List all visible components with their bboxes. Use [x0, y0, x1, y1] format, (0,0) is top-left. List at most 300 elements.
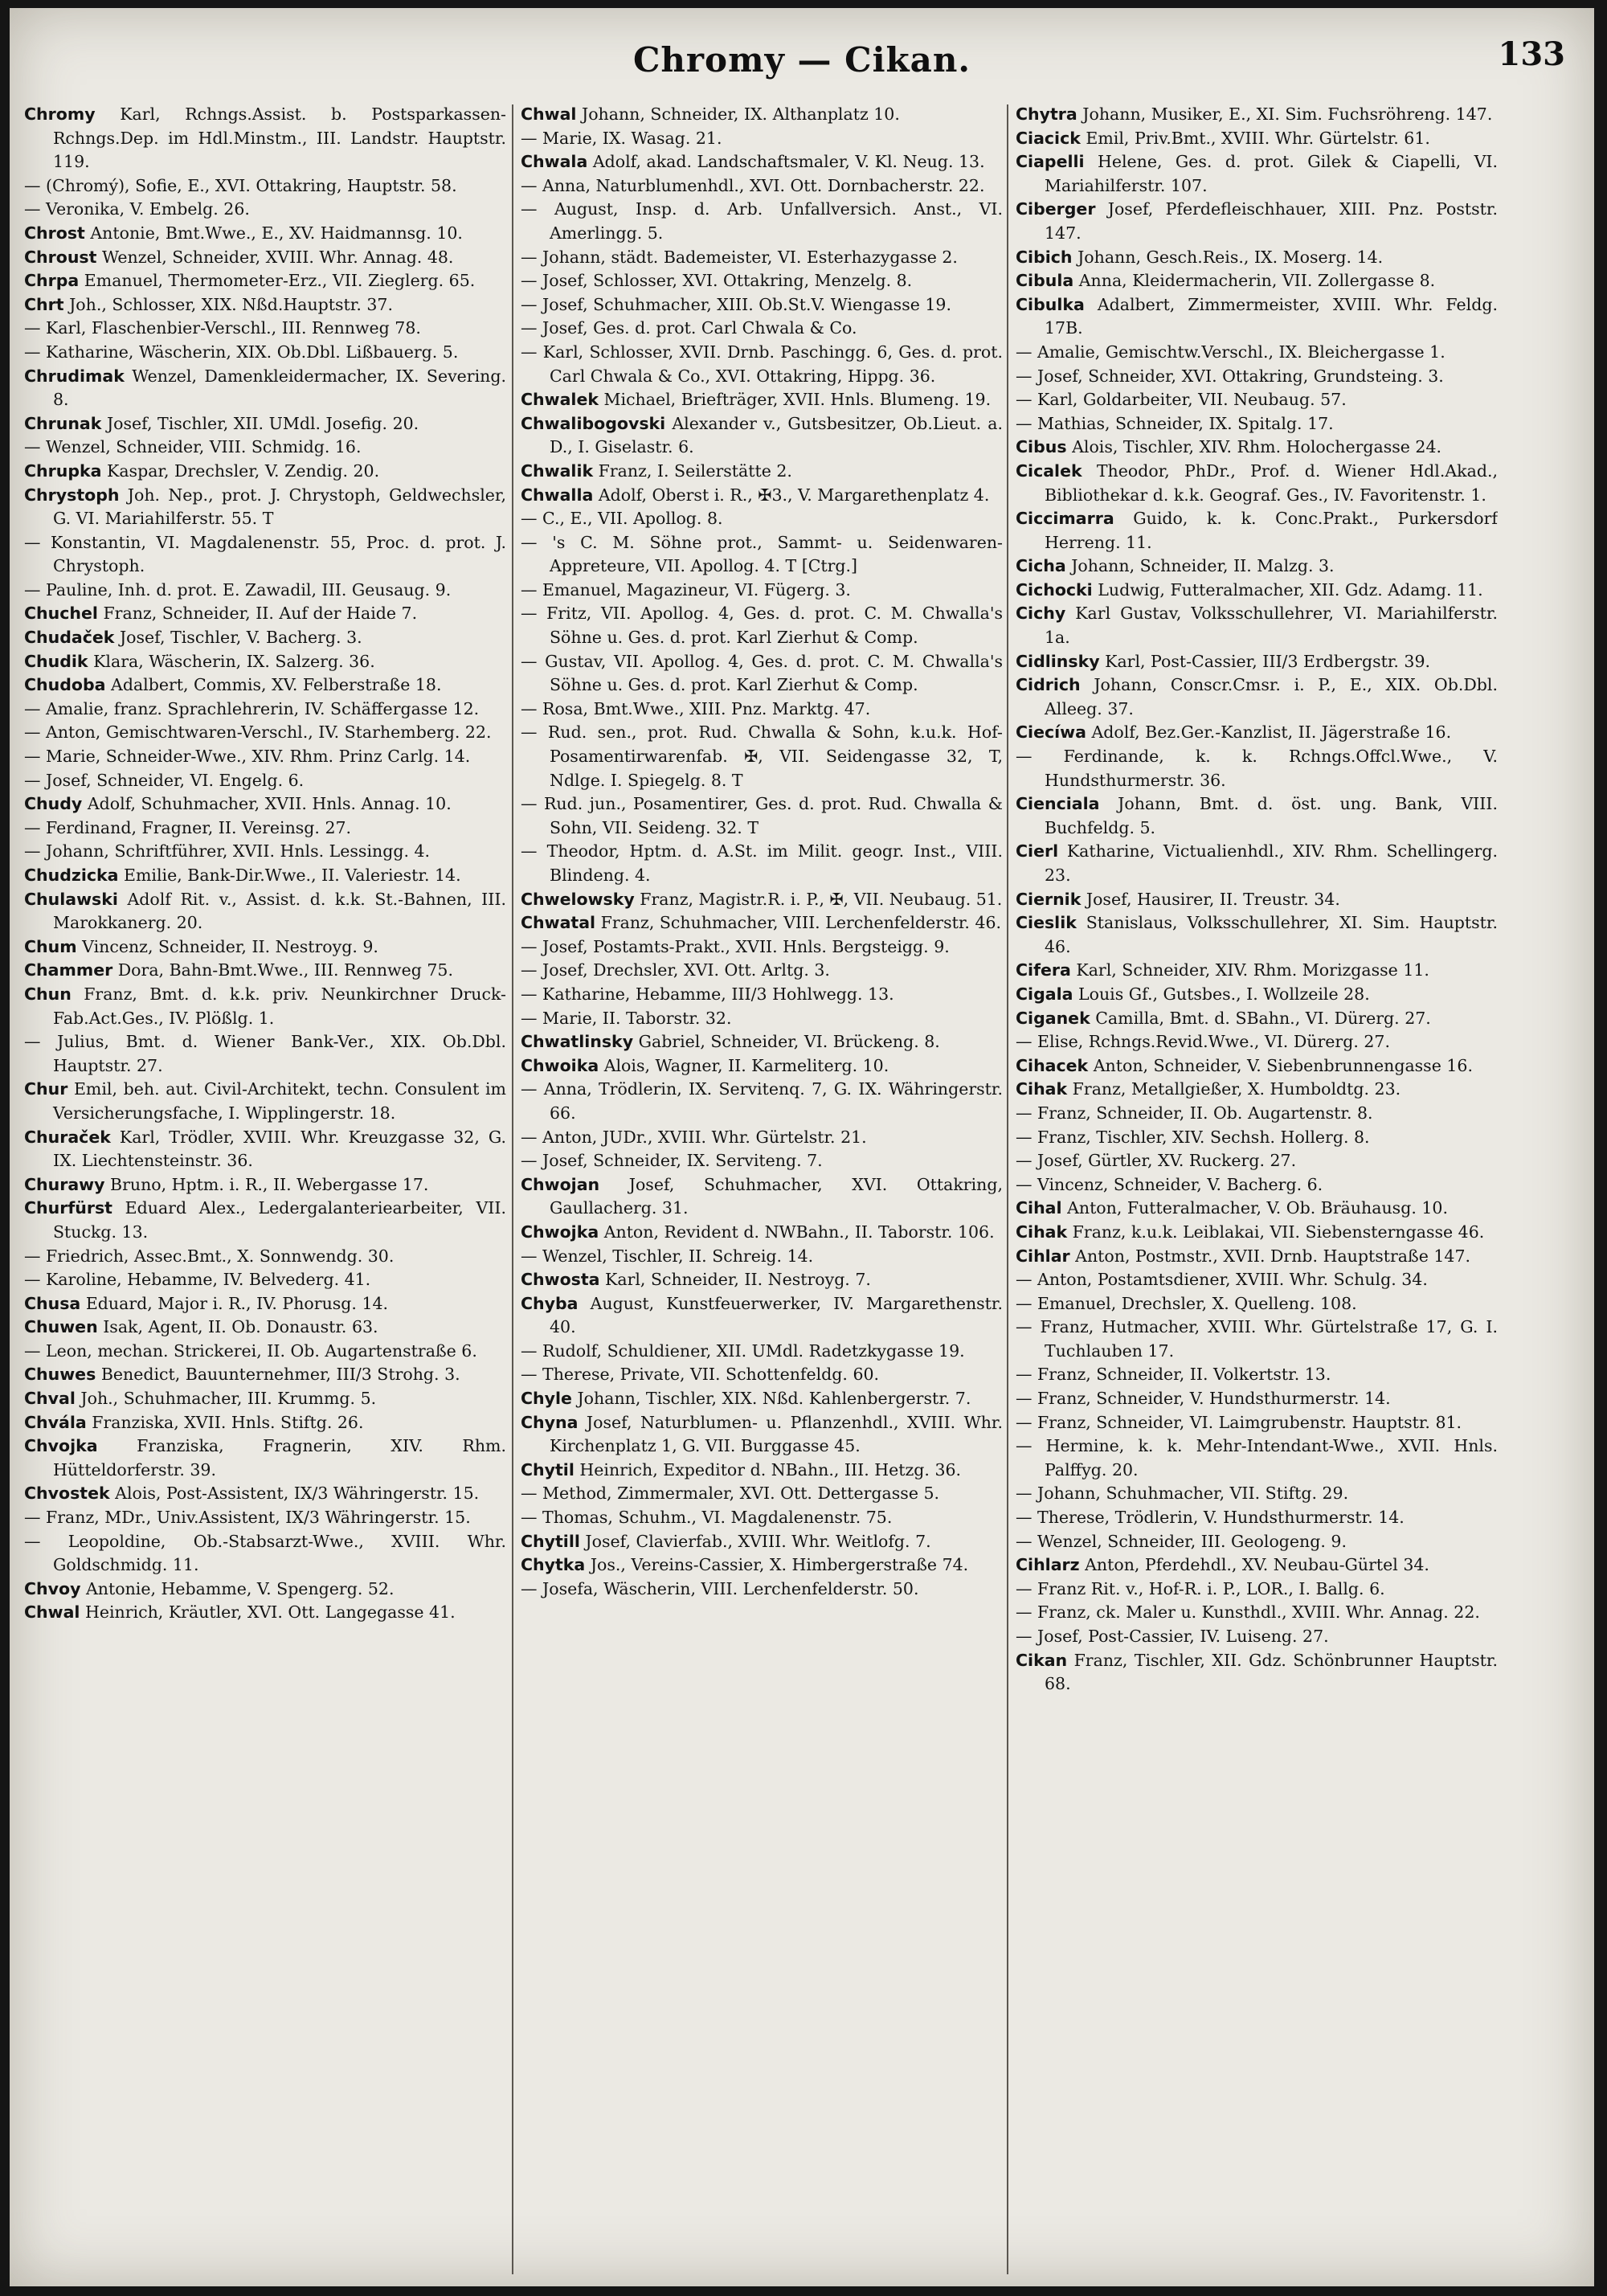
entry-details: — Josef, Postamts-Prakt., XVII. Hnls. Bergsteigg. 9. [521, 936, 950, 956]
entry-details: Johann, Gesch.Reis., IX. Moserg. 14. [1077, 247, 1384, 267]
entry-details: — Wenzel, Schneider, VIII. Schmidg. 16. [24, 437, 362, 457]
directory-entry [521, 412, 1003, 460]
entry-details: — Thomas, Schuhm., VI. Magdalenenstr. 75. [521, 1508, 893, 1528]
entry-details: Karl, Schneider, II. Nestroyg. 7. [605, 1270, 871, 1290]
entry-surname: Cichocki [1016, 579, 1093, 600]
directory-entry [1016, 1030, 1498, 1054]
entry-details: Antonie, Bmt.Wwe., E., XV. Haidmannsg. 10. [90, 223, 463, 243]
entry-surname: Ciccimarra [1016, 509, 1114, 529]
entry-details: — Josef, Schuhmacher, XIII. Ob.St.V. Wiengasse 19. [521, 294, 951, 314]
directory-entry [24, 983, 506, 1030]
entry-details: Franz, Metallgießer, X. Humboldtg. 23. [1072, 1079, 1401, 1099]
entry-details: — Karl, Flaschenbier-Verschl., III. Rennweg 78. [24, 318, 421, 338]
entry-surname: Chromy [24, 104, 96, 124]
entry-surname: Chudy [24, 794, 83, 814]
directory-entry [521, 1506, 1003, 1530]
directory-entry [1016, 602, 1498, 649]
running-head: Chromy — Cikan. [632, 40, 971, 80]
directory-entry [1016, 1316, 1498, 1363]
entry-details: Joh., Schlosser, XIX. Nßd.Hauptstr. 37. [69, 294, 393, 314]
entry-details: — Friedrich, Assec.Bmt., X. Sonnwendg. 30. [24, 1246, 395, 1266]
entry-details: Adalbert, Commis, XV. Felberstraße 18. [111, 675, 442, 695]
directory-entry [24, 484, 506, 531]
directory-entry [24, 721, 506, 745]
entry-surname: Cibich [1016, 247, 1073, 267]
directory-entry [521, 840, 1003, 887]
entry-surname: Chrystoph [24, 485, 120, 505]
entry-details: — Konstantin, VI. Magdalenenstr. 55, Proc. d. prot. J. Chrystoph. [24, 532, 506, 576]
entry-details: Josef, Naturblumen- u. Pflanzenhdl., XVIII. Whr. Kirchenplatz 1, G. VII. Burggasse 45. [550, 1412, 1003, 1456]
entry-details: Karl, Trödler, XVIII. Whr. Kreuzgasse 32, G. IX. Liechtensteinstr. 36. [53, 1127, 506, 1171]
directory-entry [1016, 745, 1498, 792]
entry-surname: Chudaček [24, 628, 115, 648]
entry-details: — Rosa, Bmt.Wwe., XIII. Pnz. Marktg. 47. [521, 698, 871, 718]
entry-details: — Johann, Schriftführer, XVII. Hnls. Lessingg. 4. [24, 841, 431, 862]
directory-entry [521, 983, 1003, 1007]
entry-details: — Josef, Post-Cassier, IV. Luiseng. 27. [1016, 1627, 1329, 1646]
directory-entry [1016, 103, 1498, 127]
entry-details: — Veronika, V. Embelg. 26. [24, 199, 250, 219]
directory-entry [24, 198, 506, 222]
entry-surname: Chyna [521, 1412, 579, 1432]
entry-details: — Karl, Schlosser, XVII. Drnb. Paschingg. 6, Ges. d. prot. Carl Chwala & Co., XVI. Ottakring, Hippg. 36. [521, 342, 1003, 386]
entry-details: Franz, Schuhmacher, VIII. Lerchenfelderstr. 46. [600, 913, 1002, 933]
entry-details: Adolf, Bez.Ger.-Kanzlist, II. Jägerstraße 16. [1091, 722, 1452, 743]
directory-entry [521, 1530, 1003, 1554]
directory-column-2 [521, 103, 1003, 2273]
entry-details: — Julius, Bmt. d. Wiener Bank-Ver., XIX. Ob.Dbl. Hauptstr. 27. [24, 1032, 506, 1075]
entry-details: Guido, k. k. Conc.Prakt., Purkersdorf Herreng. 11. [1045, 509, 1498, 552]
entry-details: Wenzel, Damenkleidermacher, IX. Severing. 8. [53, 366, 506, 410]
entry-surname: Cibulka [1016, 294, 1085, 314]
entry-details: Karl Gustav, Volksschullehrer, VI. Mariahilferstr. 1a. [1045, 604, 1498, 648]
entry-details: Alexander v., Gutsbesitzer, Ob.Lieut. a. D., I. Giselastr. 6. [550, 413, 1003, 457]
entry-details: Karl, Schneider, XIV. Rhm. Morizgasse 11. [1076, 960, 1429, 980]
entry-details: — Anton, JUDr., XVIII. Whr. Gürtelstr. 21. [521, 1127, 867, 1147]
directory-entry [24, 1292, 506, 1316]
entry-details: — Emanuel, Magazineur, VI. Fügerg. 3. [521, 579, 851, 600]
entry-details: Franz, k.u.k. Leiblakai, VII. Siebensterngasse 46. [1072, 1222, 1485, 1242]
entry-details: August, Kunstfeuerwerker, IV. Margarethenstr. 40. [550, 1293, 1003, 1337]
entry-surname: Ciapelli [1016, 152, 1085, 172]
entry-surname: Ciernik [1016, 889, 1082, 909]
entry-surname: Cidlinsky [1016, 651, 1100, 671]
directory-page [10, 8, 1594, 2286]
directory-entry [24, 1506, 506, 1530]
entry-details: Johann, Schneider, II. Malzg. 3. [1071, 556, 1335, 576]
entry-surname: Churfürst [24, 1198, 112, 1218]
directory-entry [1016, 888, 1498, 912]
directory-entry [24, 1387, 506, 1411]
entry-details: Alois, Tischler, XIV. Rhm. Holochergasse 24. [1072, 437, 1442, 457]
directory-entry [521, 650, 1003, 698]
entry-details: Bruno, Hptm. i. R., II. Webergasse 17. [110, 1174, 429, 1194]
entry-details: Franz, I. Seilerstätte 2. [598, 460, 792, 481]
directory-entry [521, 1578, 1003, 1602]
directory-entry [24, 888, 506, 935]
directory-entry [24, 602, 506, 626]
directory-entry [1016, 365, 1498, 389]
directory-entry [521, 888, 1003, 912]
directory-entry [1016, 150, 1498, 198]
directory-entry [1016, 1482, 1498, 1506]
entry-details: — Ferdinand, Fragner, II. Vereinsg. 27. [24, 817, 352, 837]
entry-details: Klara, Wäscherin, IX. Salzerg. 36. [93, 651, 375, 671]
directory-entry [24, 341, 506, 365]
entry-surname: Ciganek [1016, 1008, 1090, 1028]
entry-surname: Chuchel [24, 604, 98, 624]
entry-surname: Chrost [24, 223, 85, 243]
entry-surname: Chvojka [24, 1436, 98, 1456]
directory-entry [521, 1553, 1003, 1578]
entry-surname: Chwalik [521, 460, 594, 481]
entry-surname: Chytil [521, 1459, 575, 1480]
entry-surname: Chytra [1016, 104, 1077, 124]
directory-entry [24, 769, 506, 793]
directory-entry [1016, 341, 1498, 365]
directory-entry [521, 127, 1003, 151]
directory-entry [521, 1387, 1003, 1411]
entry-details: — Rud. sen., prot. Rud. Chwalla & Sohn, k.u.k. Hof-Posamentirwarenfab. ✠, VII. Seidengasse 32, T, Ndlge. I. Spiegelg. 8. T [521, 722, 1003, 790]
entry-details: — Amalie, franz. Sprachlehrerin, IV. Schäffergasse 12. [24, 698, 480, 718]
directory-entry [521, 103, 1003, 127]
entry-surname: Chrunak [24, 413, 102, 433]
directory-entry [521, 1292, 1003, 1340]
directory-entry [24, 1126, 506, 1173]
directory-entry [1016, 460, 1498, 507]
directory-entry [521, 1030, 1003, 1054]
entry-surname: Chwalibogovski [521, 413, 666, 433]
directory-entry [1016, 1578, 1498, 1602]
entry-details: Johann, Musiker, E., XI. Sim. Fuchsröhreng. 147. [1082, 104, 1493, 124]
entry-details: Joh., Schuhmacher, III. Krummg. 5. [80, 1389, 377, 1409]
directory-entry [521, 935, 1003, 960]
directory-entry [1016, 959, 1498, 983]
directory-entry [1016, 127, 1498, 151]
entry-details: — Anton, Gemischtwaren-Verschl., IV. Starhemberg. 22. [24, 722, 492, 743]
entry-surname: Chudoba [24, 675, 106, 695]
directory-entry [1016, 1221, 1498, 1245]
entry-surname: Churaček [24, 1127, 111, 1147]
entry-details: — Leon, mechan. Strickerei, II. Ob. Augartenstraße 6. [24, 1340, 477, 1361]
entry-details: — Theodor, Hptm. d. A.St. im Milit. geogr. Inst., VIII. Blindeng. 4. [521, 841, 1003, 885]
entry-surname: Chwoika [521, 1055, 599, 1075]
entry-details: Ludwig, Futteralmacher, XII. Gdz. Adamg. 11. [1098, 579, 1483, 600]
entry-details: Johann, Schneider, IX. Althanplatz 10. [581, 104, 900, 124]
directory-entry [1016, 579, 1498, 603]
entry-details: Josef, Tischler, V. Bacherg. 3. [119, 628, 362, 648]
directory-entry [1016, 840, 1498, 887]
entry-surname: Chyba [521, 1293, 579, 1313]
entry-details: — Anton, Postamtsdiener, XVIII. Whr. Schulg. 34. [1016, 1270, 1428, 1290]
directory-entry [24, 1482, 506, 1506]
directory-entry [1016, 1268, 1498, 1292]
directory-entry [24, 412, 506, 436]
entry-details: Antonie, Hebamme, V. Spengerg. 52. [85, 1578, 395, 1598]
directory-entry [24, 840, 506, 864]
entry-surname: Cifera [1016, 960, 1071, 980]
entry-details: Anton, Revident d. NWBahn., II. Taborstr. 106. [603, 1222, 995, 1242]
directory-entry [1016, 1102, 1498, 1126]
directory-entry [24, 365, 506, 412]
directory-entry [1016, 1292, 1498, 1316]
directory-entry [24, 1268, 506, 1292]
entry-surname: Cibula [1016, 271, 1074, 291]
entry-surname: Chulawski [24, 889, 118, 909]
directory-entry [24, 935, 506, 960]
directory-entry [1016, 792, 1498, 840]
entry-surname: Cicalek [1016, 460, 1082, 481]
entry-details: Karl, Post-Cassier, III/3 Erdbergstr. 39. [1105, 651, 1431, 671]
entry-details: Anton, Postmstr., XVII. Drnb. Hauptstraße 147. [1075, 1246, 1471, 1266]
entry-details: Heinrich, Expeditor d. NBahn., III. Hetzg. 36. [579, 1459, 962, 1480]
entry-surname: Chvála [24, 1412, 87, 1432]
entry-details: Alois, Wagner, II. Karmeliterg. 10. [603, 1055, 889, 1075]
entry-surname: Chrupka [24, 460, 102, 481]
directory-entry [24, 673, 506, 698]
directory-entry [521, 150, 1003, 174]
entry-surname: Cihak [1016, 1079, 1068, 1099]
entry-details: — Franz, Schneider, V. Hundsthurmerstr. 14. [1016, 1389, 1391, 1409]
directory-entry [1016, 555, 1498, 579]
directory-entry [24, 1340, 506, 1364]
entry-details: Franziska, Fragnerin, XIV. Rhm. Hütteldorferstr. 39. [53, 1436, 506, 1480]
entry-surname: Ciberger [1016, 199, 1096, 219]
entry-details: — Vincenz, Schneider, V. Bacherg. 6. [1016, 1174, 1323, 1194]
directory-entry [24, 1173, 506, 1197]
entry-surname: Cihak [1016, 1222, 1068, 1242]
entry-surname: Cienciala [1016, 794, 1100, 814]
entry-details: Vincenz, Schneider, II. Nestroyg. 9. [82, 936, 378, 956]
entry-details: — Franz, Schneider, II. Volkertstr. 13. [1016, 1365, 1331, 1385]
directory-entry [521, 1482, 1003, 1506]
entry-surname: Cigala [1016, 984, 1073, 1004]
column-divider [512, 104, 513, 2274]
directory-entry [24, 436, 506, 460]
entry-surname: Chuwen [24, 1317, 98, 1337]
directory-entry [1016, 412, 1498, 436]
entry-surname: Cicha [1016, 556, 1066, 576]
entry-details: Franz, Bmt. d. k.k. priv. Neunkirchner Druck-Fab.Act.Ges., IV. Plößlg. 1. [53, 984, 506, 1028]
entry-details: — Johann, städt. Bademeister, VI. Esterhazygasse 2. [521, 247, 958, 267]
directory-entry [1016, 1126, 1498, 1150]
entry-details: Emanuel, Thermometer-Erz., VII. Zieglerg. 65. [84, 271, 476, 291]
entry-surname: Ciacick [1016, 128, 1081, 148]
entry-surname: Chrudimak [24, 366, 125, 386]
entry-details: Isak, Agent, II. Ob. Donaustr. 63. [103, 1317, 378, 1337]
entry-details: — Anna, Naturblumenhdl., XVI. Ott. Dornbacherstr. 22. [521, 175, 985, 195]
entry-surname: Cichy [1016, 604, 1066, 624]
entry-details: Adolf, akad. Landschaftsmaler, V. Kl. Neug. 13. [592, 152, 985, 172]
entry-surname: Chun [24, 984, 72, 1004]
directory-column-1 [24, 103, 506, 2273]
directory-entry [521, 460, 1003, 484]
entry-details: Michael, Briefträger, XVII. Hnls. Blumeng. 19. [603, 390, 992, 410]
directory-entry [521, 698, 1003, 722]
directory-entry [1016, 1363, 1498, 1387]
directory-entry [24, 460, 506, 484]
directory-entry [24, 1434, 506, 1482]
entry-surname: Chur [24, 1079, 68, 1099]
entry-details: Josef, Pferdefleischhauer, XIII. Pnz. Poststr. 147. [1045, 199, 1498, 243]
directory-entry [1016, 673, 1498, 721]
entry-details: Heinrich, Kräutler, XVI. Ott. Langegasse 41. [84, 1602, 456, 1623]
entry-details: Jos., Vereins-Cassier, X. Himbergerstraße 74. [590, 1555, 969, 1575]
directory-entry [24, 293, 506, 317]
directory-entry [24, 174, 506, 198]
entry-details: Benedict, Bauunternehmer, III/3 Strohg. 3. [100, 1365, 460, 1385]
directory-entry [24, 1197, 506, 1244]
directory-entry [521, 1126, 1003, 1150]
directory-entry [24, 1245, 506, 1269]
entry-surname: Chvoy [24, 1578, 81, 1598]
entry-surname: Cihacek [1016, 1055, 1089, 1075]
directory-entry [24, 269, 506, 293]
entry-surname: Cibus [1016, 437, 1067, 457]
entry-details: — Therese, Private, VII. Schottenfeldg. 60. [521, 1365, 880, 1385]
directory-entry [1016, 1649, 1498, 1696]
entry-details: Adolf, Oberst i. R., ✠3., V. Margarethenplatz 4. [598, 485, 990, 505]
directory-entry [24, 864, 506, 888]
entry-details: — Wenzel, Schneider, III. Geologeng. 9. [1016, 1531, 1347, 1551]
entry-details: — Gustav, VII. Apollog. 4, Ges. d. prot. C. M. Chwalla's Söhne u. Ges. d. prot. Karl Zierhut & Comp. [521, 651, 1003, 695]
entry-details: — Marie, IX. Wasag. 21. [521, 128, 722, 148]
entry-details: — Marie, Schneider-Wwe., XIV. Rhm. Prinz Carlg. 14. [24, 747, 471, 767]
directory-entry [521, 269, 1003, 293]
entry-details: Eduard, Major i. R., IV. Phorusg. 14. [85, 1293, 389, 1313]
directory-entry [521, 1411, 1003, 1459]
entry-surname: Chwosta [521, 1270, 600, 1290]
entry-details: — Josef, Schneider, VI. Engelg. 6. [24, 770, 305, 790]
entry-details: Franz, Tischler, XII. Gdz. Schönbrunner Hauptstr. 68. [1045, 1650, 1498, 1694]
entry-details: Josef, Hausirer, II. Treustr. 34. [1086, 889, 1340, 909]
entry-surname: Chrpa [24, 271, 80, 291]
directory-entry [521, 507, 1003, 531]
directory-entry [521, 1078, 1003, 1125]
entry-surname: Chval [24, 1389, 76, 1409]
entry-details: Gabriel, Schneider, VI. Brückeng. 8. [638, 1032, 940, 1052]
entry-surname: Chwojka [521, 1222, 599, 1242]
directory-entry [1016, 1245, 1498, 1269]
entry-details: Anton, Schneider, V. Siebenbrunnengasse 16. [1093, 1055, 1473, 1075]
page-number: 133 [1498, 35, 1565, 73]
entry-details: Josef, Tischler, XII. UMdl. Josefig. 20. [106, 413, 419, 433]
entry-details: Josef, Schuhmacher, XVI. Ottakring, Gaullacherg. 31. [550, 1174, 1003, 1218]
entry-surname: Chytka [521, 1555, 586, 1575]
entry-details: Franz, Magistr.R. i. P., ✠, VII. Neubaug. 51. [640, 889, 1003, 909]
directory-entry [24, 1030, 506, 1078]
directory-entry [1016, 721, 1498, 745]
entry-details: Adolf, Schuhmacher, XVII. Hnls. Annag. 10. [87, 794, 452, 814]
entry-details: — Ferdinande, k. k. Rchngs.Offcl.Wwe., V. Hundsthurmerstr. 36. [1016, 747, 1498, 790]
directory-entry [24, 792, 506, 816]
directory-entry [1016, 1054, 1498, 1078]
directory-entry [1016, 1506, 1498, 1530]
entry-details: Louis Gf., Gutsbes., I. Wollzeile 28. [1077, 984, 1370, 1004]
entry-details: Wenzel, Schneider, XVIII. Whr. Annag. 48. [101, 247, 454, 267]
directory-entry [24, 1316, 506, 1340]
directory-entry [1016, 293, 1498, 341]
entry-details: — Franz, MDr., Univ.Assistent, IX/3 Währingerstr. 15. [24, 1508, 471, 1528]
directory-entry [1016, 246, 1498, 270]
column-divider [1007, 104, 1008, 2274]
entry-surname: Chammer [24, 960, 113, 980]
directory-entry [24, 1530, 506, 1578]
directory-entry [1016, 1411, 1498, 1435]
directory-entry [1016, 1553, 1498, 1578]
entry-details: — Franz, Tischler, XIV. Sechsh. Hollerg. 8. [1016, 1127, 1370, 1147]
entry-details: Alois, Post-Assistent, IX/3 Währingerstr. 15. [115, 1484, 480, 1504]
entry-surname: Chudzicka [24, 866, 119, 885]
directory-entry [24, 959, 506, 983]
directory-entry [521, 1245, 1003, 1269]
entry-details: Anton, Futteralmacher, V. Ob. Bräuhausg. 10. [1067, 1198, 1448, 1218]
entry-details: — August, Insp. d. Arb. Unfallversich. Anst., VI. Amerlingg. 5. [521, 199, 1003, 243]
entry-details: — C., E., VII. Apollog. 8. [521, 509, 723, 529]
directory-entry [1016, 1149, 1498, 1173]
entry-details: — (Chromý), Sofie, E., XVI. Ottakring, Hauptstr. 58. [24, 175, 457, 195]
entry-details: — Amalie, Gemischtw.Verschl., IX. Bleichergasse 1. [1016, 342, 1445, 362]
directory-entry [1016, 507, 1498, 555]
directory-entry [1016, 1007, 1498, 1031]
directory-entry [521, 959, 1003, 983]
page-header [10, 26, 1594, 82]
directory-entry [1016, 269, 1498, 293]
entry-details: Adalbert, Zimmermeister, XVIII. Whr. Feldg. 17B. [1045, 294, 1498, 338]
directory-entry [24, 1078, 506, 1125]
directory-entry [1016, 1625, 1498, 1649]
entry-details: — Josef, Gürtler, XV. Ruckerg. 27. [1016, 1151, 1297, 1171]
entry-details: — Pauline, Inh. d. prot. E. Zawadil, III. Geusaug. 9. [24, 579, 452, 600]
directory-entry [24, 317, 506, 341]
directory-entry [521, 1149, 1003, 1173]
entry-details: Johann, Bmt. d. öst. ung. Bank, VIII. Buchfeldg. 5. [1045, 794, 1498, 837]
entry-surname: Cierl [1016, 841, 1059, 862]
entry-details: — Mathias, Schneider, IX. Spitalg. 17. [1016, 413, 1334, 433]
entry-surname: Chuwes [24, 1365, 96, 1385]
entry-details: — Wenzel, Tischler, II. Schreig. 14. [521, 1246, 814, 1266]
entry-surname: Chroust [24, 247, 97, 267]
entry-surname: Cihal [1016, 1198, 1062, 1218]
entry-surname: Chwalek [521, 390, 599, 410]
entry-details: Theodor, PhDr., Prof. d. Wiener Hdl.Akad., Bibliothekar d. k.k. Geograf. Ges., IV. Favoritenstr. 1. [1045, 460, 1498, 505]
directory-entry [1016, 1601, 1498, 1625]
directory-entry [24, 1578, 506, 1602]
directory-entry [1016, 1078, 1498, 1102]
directory-entry [521, 1363, 1003, 1387]
directory-entry [521, 1221, 1003, 1245]
directory-entry [1016, 983, 1498, 1007]
entry-surname: Chyle [521, 1389, 572, 1409]
entry-details: Karl, Rchngs.Assist. b. Postsparkassen-Rchngs.Dep. im Hdl.Minstm., III. Landstr. Hauptstr. 119. [53, 104, 506, 172]
directory-entry [521, 198, 1003, 245]
directory-entry [521, 579, 1003, 603]
entry-details: Johann, Conscr.Cmsr. i. P., E., XIX. Ob.Dbl. Alleeg. 37. [1045, 675, 1498, 718]
entry-surname: Chytill [521, 1531, 580, 1551]
entry-details: Eduard Alex., Ledergalanteriearbeiter, VII. Stuckg. 13. [53, 1198, 506, 1242]
entry-details: — Method, Zimmermaler, XVI. Ott. Dettergasse 5. [521, 1484, 940, 1504]
entry-surname: Chwatal [521, 913, 596, 933]
directory-entry [24, 626, 506, 650]
entry-details: Emilie, Bank-Dir.Wwe., II. Valeriestr. 14. [124, 866, 461, 885]
entry-details: — Josefa, Wäscherin, VIII. Lerchenfelderstr. 50. [521, 1578, 919, 1598]
entry-details: Dora, Bahn-Bmt.Wwe., III. Rennweg 75. [117, 960, 453, 980]
entry-details: Adolf Rit. v., Assist. d. k.k. St.-Bahnen, III. Marokkanerg. 20. [53, 889, 506, 933]
entry-details: — Josef, Drechsler, XVI. Ott. Arltg. 3. [521, 960, 830, 980]
directory-entry [24, 650, 506, 674]
directory-entry [521, 174, 1003, 198]
entry-details: — Josef, Ges. d. prot. Carl Chwala & Co. [521, 318, 857, 338]
